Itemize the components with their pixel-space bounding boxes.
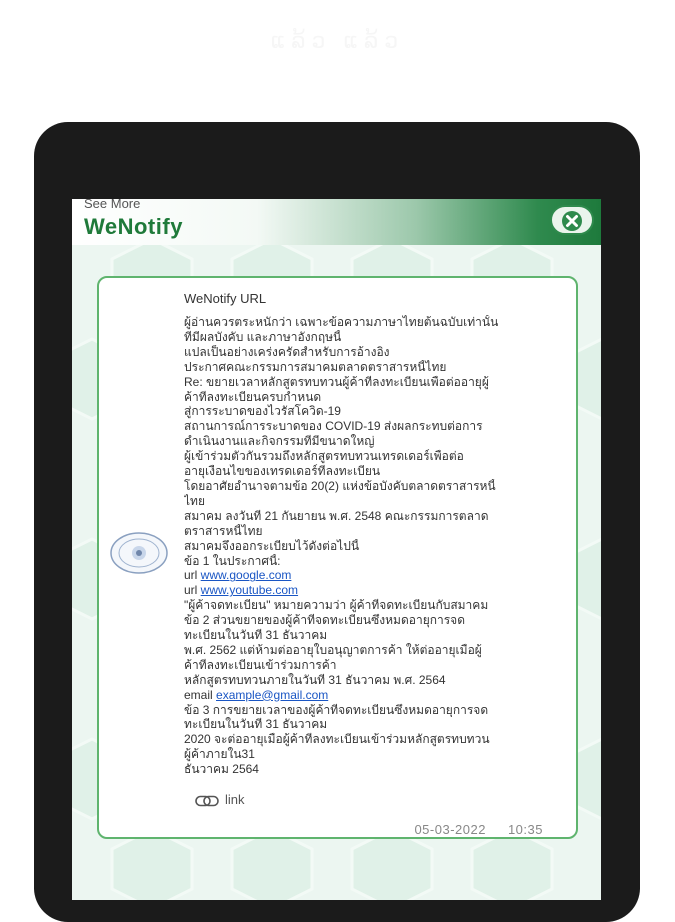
message-line: ผู้อ่านควรตระหนักว่า เฉพาะข้อความภาษาไทยต้นฉบับเท่านั้น xyxy=(184,315,499,329)
message-date: 05-03-2022 xyxy=(414,822,486,837)
message-line: ทะเบียนในวันที่ 31 ธันวาคม xyxy=(184,717,328,732)
message-line xyxy=(184,583,569,598)
message-line: ทะเบียนในวันที่ 31 ธันวาคม xyxy=(184,628,328,643)
app-screen xyxy=(72,199,601,900)
line-prefix: url xyxy=(184,583,201,598)
message-line: พ.ศ. 2562 แต่ห้ามต่ออายุใบอนุญาตการค้า ให้ต่ออายุเมื่อผู้ xyxy=(184,642,482,657)
message-line: 2020 จะต่ออายุเมื่อผู้ค้าที่ลงทะเบียนเข้าร่วมหลักสูตรทบทวน xyxy=(184,732,490,747)
message-line: โดยอาศัยอำนาจตามข้อ 20(2) แห่งข้อบังคับตลาดตราสารหนี้ xyxy=(184,478,496,493)
message-line: สมาคมจึงออกระเบียบไว้ดังต่อไปนี้ xyxy=(184,538,360,553)
message-line: แปลเป็นอย่างเคร่งครัดสำหรับการอ้างอิง xyxy=(184,344,390,359)
line-prefix: email xyxy=(184,687,217,702)
message-line: สู่การระบาดของไวรัสโควิด-19 xyxy=(184,404,341,419)
message-line: สมาคม ลงวันที่ 21 กันยายน พ.ศ. 2548 คณะกรรมการตลาด xyxy=(184,508,489,523)
close-x-icon xyxy=(561,210,583,232)
message-line: ตราสารหนี้ไทย xyxy=(184,523,263,538)
message-line: ข้อ 3 การขยายเวลาของผู้ค้าที่จดทะเบียนซึ่งหมดอายุการจด xyxy=(184,702,489,717)
attachment-link[interactable] xyxy=(195,792,245,807)
message-line xyxy=(184,688,569,703)
message-line: สถานการณ์การระบาดของ COVID-19 ส่งผลกระทบต่อการ xyxy=(184,419,483,434)
message-line: ธันวาคม 2564 xyxy=(184,762,259,777)
top-caption: ແລ້ວ ແລ້ວ xyxy=(270,28,405,53)
message-link[interactable]: www.youtube.com xyxy=(200,583,299,598)
message-line: Re: ขยายเวลาหลักสูตรทบทวนผู้ค้าที่ลงทะเบียนเพื่อต่ออายุผู้ xyxy=(184,374,489,389)
message-line: ดำเนินงานและกิจกรรมที่มีขนาดใหญ่ xyxy=(184,434,375,449)
message-line: ข้อ 1 ในประกาศนี้: xyxy=(184,553,281,568)
link-icon xyxy=(195,795,219,807)
close-button[interactable] xyxy=(550,205,594,235)
message-line: ประกาศคณะกรรมการสมาคมตลาดตราสารหนี้ไทย xyxy=(184,359,447,374)
message-title: WeNotify URL xyxy=(184,291,267,306)
message-line: หลักสูตรทบทวนภายในวันที่ 31 ธันวาคม พ.ศ. 2564 xyxy=(184,672,446,687)
message-time: 10:35 xyxy=(507,822,543,837)
message-link[interactable]: example@gmail.com xyxy=(216,687,329,702)
message-line: "ผู้ค้าจดทะเบียน" หมายความว่า ผู้ค้าที่จดทะเบียนกับสมาคม xyxy=(184,598,489,613)
message-line: ไทย xyxy=(184,493,205,508)
message-line: ผู้ค้าภายใน31 xyxy=(184,747,255,762)
message-line xyxy=(184,568,569,583)
message-timestamp xyxy=(414,822,543,837)
message-body xyxy=(184,315,569,777)
notification-header xyxy=(72,199,601,245)
message-link[interactable]: www.google.com xyxy=(200,568,292,583)
association-emblem-icon xyxy=(109,531,169,575)
message-card xyxy=(97,276,578,839)
message-line: ค้าที่ลงทะเบียนเข้าร่วมการค้า xyxy=(184,657,337,672)
app-title: WeNotify xyxy=(84,214,183,239)
see-more-link[interactable]: See More xyxy=(84,199,141,211)
message-line: อายุเงื่อนไขของเทรดเดอร์ที่ลงทะเบียน xyxy=(184,464,381,479)
message-line: ค้าที่ลงทะเบียนครบกำหนด xyxy=(184,389,322,404)
message-line: ที่มีผลบังคับ และภาษาอังกฤษนี้ xyxy=(184,329,342,344)
line-prefix: url xyxy=(184,568,201,583)
message-line: ข้อ 2 ส่วนขยายของผู้ค้าที่จดทะเบียนซึ่งหมดอายุการจด xyxy=(184,613,465,628)
message-line: ผู้เข้าร่วมตัวกันรวมถึงหลักสูตรทบทวนเทรดเดอร์เพื่อต่อ xyxy=(184,449,464,464)
link-label: link xyxy=(225,792,245,807)
